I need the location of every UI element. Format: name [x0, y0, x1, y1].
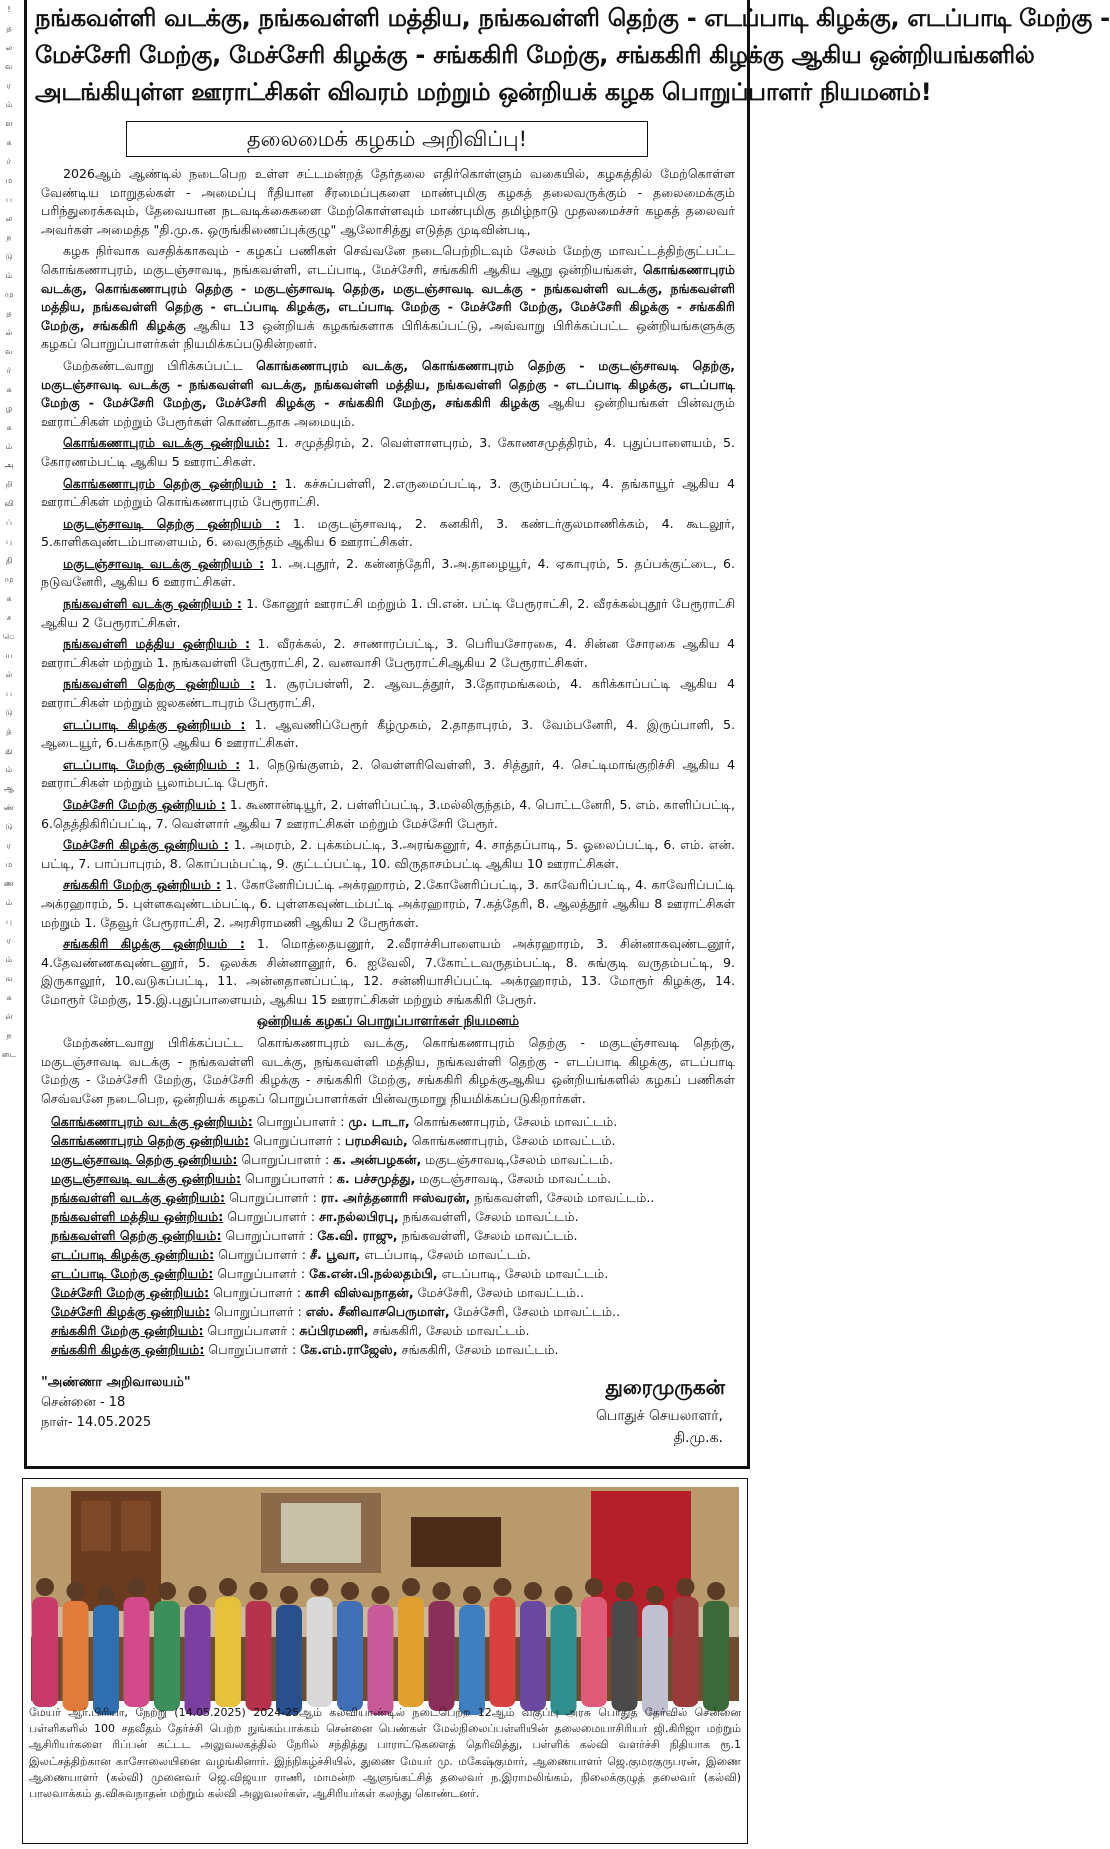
appointment-label: பொறுப்பாளர் :: [213, 1265, 310, 1281]
appointment-label: பொறுப்பாளர் :: [223, 1208, 320, 1224]
person-body: [368, 1605, 394, 1715]
strip-char: ஆ: [3, 784, 15, 793]
news-photo-box: [22, 1478, 748, 1844]
appointee-place: மேச்சேரி, சேலம் மாவட்டம்..: [413, 1284, 585, 1300]
union-name: கொங்கணாபுரம் தெற்கு ஒன்றியம் :: [63, 475, 277, 491]
person-head: [250, 1582, 268, 1600]
strip-char: ந: [6, 233, 12, 242]
person-body: [93, 1605, 119, 1715]
division-paragraph: [41, 242, 735, 354]
union-entry: [41, 515, 735, 552]
person-body: [703, 1601, 729, 1711]
division-text-end: ஆகிய 13 ஒன்றியக் கழகங்களாக பிரிக்கப்பட்டு, அவ்வாறு பிரிக்கப்பட்ட ஒன்றியங்களுக்கு கழகப் பொறுப்பாளர்கள் நியமிக்கப்படுகின்றனர்.: [41, 317, 735, 352]
appointment-label: பொறுப்பாளர் :: [203, 1322, 300, 1338]
composition-text: மேற்கண்டவாறு பிரிக்கப்பட்ட: [63, 357, 243, 373]
appointment-union: நங்கவள்ளி மத்திய ஒன்றியம்:: [51, 1208, 224, 1224]
strip-char: து: [5, 746, 13, 755]
union-entry: [41, 595, 735, 632]
appointment-union: கொங்கணாபுரம் தெற்கு ஒன்றியம்:: [51, 1132, 250, 1148]
person-head: [585, 1578, 603, 1596]
strip-char: மு: [4, 290, 14, 299]
strip-char: ள்: [5, 1012, 13, 1021]
person-body: [581, 1597, 607, 1707]
strip-char: ல்: [5, 670, 13, 679]
photo-caption: மேயர் ஆர்.பிரியா, நேற்று (14.05.2025) 2024-25ஆம் கல்வியாண்டில் நடைபெற்ற 12ஆம் வகுப்பு அரசு பொதுத் தேர்வில் சென்னை பள்ளிகளில் 100 சதவீதம் தேர்ச்சி பெற்ற நுங்கம்பாக்கம் சென்னை பெண்கள் மேல்நிலைப்பள்ளியின் தலைமையாசிரியர் ஜி.கிரிஜா மற்றும் ஆசிரியர்களை ரிப்பன் கட்டட அலுவலகத்தில் நேரில் சந்தித்து பாராட்டுகளைத் தெரிவித்து, பள்ளிக் கல்வி வளர்ச்சி நிதியாக ரூ.1 இலட்சத்திற்கான காசோலையினை வழங்கினார். இந்நிகழ்ச்சியில், துணை மேயர் மு. மகேஷ்குமார், ஆணையாளர் ஜெ.குமரகுருபரன், இணை ஆணையாளர் (கல்வி) முனைவர் ஜெ.விஜயா ராணி, மாமன்ற ஆளுங்கட்சித் தலைவர் ந.இராமலிங்கம், நிலைக்குழுத் தலைவர் (கல்வி) பாலவாக்கம் த.விசுவநாதன் மற்றும் கல்வி அலுவலர்கள், ஆசிரியர்கள் கலந்து கொண்டனர்.: [29, 1706, 741, 1801]
appointee-name: சுப்பிரமணி,: [299, 1322, 369, 1338]
appointment-label: பொறுப்பாளர் :: [210, 1303, 306, 1319]
strip-char: ர்: [6, 366, 12, 375]
address-block: [41, 1373, 191, 1433]
strip-char: ல: [5, 214, 13, 223]
strip-char: மு: [4, 575, 14, 584]
appointment-union: சங்ககிரி கிழக்கு ஒன்றியம்:: [51, 1341, 205, 1357]
strip-char: ம: [5, 176, 13, 185]
appointment-label: பொறுப்பாளர் :: [225, 1189, 321, 1205]
strip-char: ப: [6, 195, 12, 204]
issue-date: நாள்- 14.05.2025: [41, 1414, 152, 1430]
union-entry: [41, 836, 735, 873]
appointee-place: எடப்பாடி, சேலம் மாவட்டம்.: [360, 1246, 531, 1262]
union-name: மேச்சேரி கிழக்கு ஒன்றியம் :: [63, 837, 229, 853]
person-head: [280, 1586, 298, 1604]
headline: [27, 0, 1110, 111]
union-villages: 1. வீரக்கல், 2. சாணாரப்பட்டி, 3. பெரியசோரகை, 4. சின்ன சோரகை ஆகிய 4 ஊராட்சிகள் மற்றும் 1. நங்கவள்ளி பேரூராட்சி, 2. வனவாசி பேரூராட்சிஆகிய 2 பேரூராட்சிகள்.: [41, 636, 735, 670]
appointment-row: [51, 1112, 735, 1131]
union-name: எடப்பாடி மேற்கு ஒன்றியம் :: [63, 756, 241, 772]
appointee-name: கே.என்.பி.நல்லதம்பி,: [309, 1265, 438, 1281]
person-head: [311, 1578, 329, 1596]
union-entry: [41, 756, 735, 793]
headline-line: அடங்கியுள்ள ஊராட்சிகள் விவரம் மற்றும் ஒன்றியக் கழக பொறுப்பாளர் நியமனம்!: [35, 78, 932, 106]
appointment-label: பொறுப்பாளர் :: [249, 1132, 345, 1148]
appointee-name: கே.எம்.ராஜேஸ்,: [300, 1341, 398, 1357]
person-body: [429, 1601, 455, 1711]
person-body: [215, 1597, 241, 1707]
appointee-place: எடப்பாடி, சேலம் மாவட்டம்.: [437, 1265, 609, 1281]
person-head: [707, 1582, 725, 1600]
signature-block: [27, 1369, 747, 1481]
strip-char: வி: [4, 499, 14, 508]
strip-char: டை: [2, 1050, 16, 1059]
strip-char: க: [6, 385, 12, 394]
strip-char: ம்: [5, 442, 13, 451]
union-name: நங்கவள்ளி தெற்கு ஒன்றியம் :: [63, 676, 256, 692]
strip-char: ெ: [2, 632, 16, 641]
person-head: [463, 1586, 481, 1604]
strip-char: க: [6, 993, 12, 1002]
strip-char: ர: [6, 936, 12, 945]
appointee-name: ரா. அர்த்தனாரி ஈஸ்வரன்,: [320, 1189, 471, 1205]
person-head: [36, 1578, 54, 1596]
union-entry: [41, 635, 735, 672]
office-city: சென்னை - 18: [41, 1394, 126, 1410]
appointment-union: மகுடஞ்சாவடி வடக்கு ஒன்றியம்:: [51, 1170, 242, 1186]
appointment-label: பொறுப்பாளர் :: [237, 1151, 334, 1167]
strip-char: ம்: [5, 271, 13, 280]
group-photo-illustration: [31, 1487, 739, 1701]
appointment-row: [51, 1169, 735, 1188]
appointment-union: எடப்பாடி கிழக்கு ஒன்றியம்:: [51, 1246, 215, 1262]
person-body: [490, 1597, 516, 1707]
strip-char: ழ: [5, 404, 13, 413]
person-body: [246, 1601, 272, 1711]
union-villages: 1. மொத்தையனூர், 2.வீராச்சிபாளையம் அக்ரஹாரம், 3. சின்னாகவுண்டனூர், 4.தேவண்ணகவுண்டனூர், 5. ஒலக்க சின்னானூர், 6. ஐவேலி, 7.கோட்டவருதம்பட்டி, 8. சுங்குடி வருதம்பட்டி, 9. இருகாலூர், 10.வடுகப்பட்டி, 11. அன்னதானப்பட்டி, 12. சன்னியாசிப்பட்டி அக்ரஹாரம், 13. மோரூர் கிழக்கு, 14. மோரூர் மேற்கு, 15.இ.புதுப்பாளையம், ஆகிய 15 ஊராட்சிகள் மற்றும் சங்ககிரி பேரூர்.: [41, 936, 735, 1007]
appointee-name: காசி விஸ்வநாதன்,: [304, 1284, 414, 1300]
strip-char: ண: [3, 879, 15, 888]
person-head: [219, 1578, 237, 1596]
union-entry: [41, 555, 735, 592]
strip-char: க: [6, 423, 12, 432]
division-units: கொங்கணாபுரம் வடக்கு, கொங்கணாபுரம் தெற்கு - மகுடஞ்சாவடி தெற்கு, மகுடஞ்சாவடி வடக்கு - நங்கவள்ளி வடக்கு, நங்கவள்ளி மத்திய, நங்கவள்ளி தெற்கு - எடப்பாடி கிழக்கு, எடப்பாடி மேற்கு - மேச்சேரி மேற்கு, மேச்சேரி கிழக்கு - சங்ககிரி மேற்கு, சங்ககிரி கிழக்கு: [41, 261, 735, 333]
strip-char: டு: [5, 252, 13, 261]
strip-char: வ: [5, 347, 13, 356]
person-body: [32, 1597, 58, 1707]
appointment-label: பொறுப்பாளர் :: [204, 1341, 301, 1357]
person-body: [337, 1601, 363, 1711]
strip-char: ண்: [3, 803, 15, 812]
appointment-union: மேச்சேரி மேற்கு ஒன்றியம்:: [51, 1284, 210, 1300]
appointee-name: க. அன்பழகன்,: [333, 1151, 422, 1167]
appointee-place: மேச்சேரி, சேலம் மாவட்டம்..: [449, 1303, 621, 1319]
appointment-union: சங்ககிரி மேற்கு ஒன்றியம்:: [51, 1322, 204, 1338]
strip-char: ம்: [5, 955, 13, 964]
appointee-name: கே.வி. ராஜு,: [317, 1227, 398, 1243]
appointee-name: மு. டாடா,: [348, 1113, 410, 1129]
union-entry: [41, 716, 735, 753]
union-entry: [41, 796, 735, 833]
union-name: நங்கவள்ளி வடக்கு ஒன்றியம் :: [63, 596, 242, 612]
appointment-label: பொறுப்பாளர் :: [241, 1170, 337, 1186]
strip-char: டு: [5, 708, 13, 717]
appointee-place: நங்கவள்ளி, சேலம் மாவட்டம்.: [397, 1227, 578, 1243]
person-head: [646, 1586, 664, 1604]
appointment-row: [51, 1264, 735, 1283]
strip-char: டு: [5, 822, 13, 831]
person-body: [63, 1601, 89, 1711]
strip-char: த: [6, 24, 12, 33]
strip-char: ந: [6, 1031, 12, 1040]
person-body: [459, 1605, 485, 1715]
union-name: மகுடஞ்சாவடி வடக்கு ஒன்றியம் :: [63, 555, 265, 571]
person-body: [673, 1597, 699, 1707]
strip-char: தி: [5, 556, 13, 565]
appointment-heading: ஒன்றியக் கழகப் பொறுப்பாளர்கள் நியமனம்: [256, 1013, 520, 1029]
person-head: [158, 1582, 176, 1600]
union-villages: 1. சமுத்திரம், 2. வெள்ளாளபுரம், 3. கோணசமுத்திரம், 4. புதுப்பாளையம், 5. கோரணம்பட்டி ஆகிய 5 ஊராட்சிகள்.: [41, 435, 735, 469]
union-name: சங்ககிரி கிழக்கு ஒன்றியம் :: [63, 936, 245, 952]
union-villages: 1. ஆவணிப்பேரூர் கீழ்முகம், 2.தாதாபுரம், 3. வேம்பனேரி, 4. இருப்பாளி, 5. ஆடையூர், 6.பக்கநாடு ஆகிய 6 ஊராட்சிகள்.: [41, 716, 735, 751]
person-body: [642, 1605, 668, 1715]
notice-title: தலைமைக் கழகம் அறிவிப்பு!: [126, 121, 648, 157]
group-photo: [31, 1487, 739, 1701]
strip-char: ல: [5, 43, 13, 52]
person-body: [154, 1601, 180, 1711]
composition-paragraph: [41, 357, 735, 431]
appointment-union: நங்கவள்ளி வடக்கு ஒன்றியம்:: [51, 1189, 226, 1205]
union-villages: 1. கோனூர் ஊராட்சி மற்றும் 1. பி.என். பட்டி பேரூராட்சி, 2. வீரக்கல்புதூர் பேரூராட்சி ஆகிய 2 பேரூராட்சிகள்.: [41, 596, 735, 630]
union-name: எடப்பாடி கிழக்கு ஒன்றியம் :: [63, 716, 246, 732]
strip-char: ம்: [5, 898, 13, 907]
person-body: [124, 1597, 150, 1707]
union-entry: [41, 475, 735, 512]
appointee-place: கொங்கணாபுரம், சேலம் மாவட்டம்.: [409, 1113, 618, 1129]
person-head: [677, 1578, 695, 1596]
person-body: [520, 1601, 546, 1711]
division-text: கழக நிர்வாக வசதிக்காகவும் - கழகப் பணிகள் செவ்வனே நடைபெற்றிடவும் சேலம் மேற்கு மாவட்டத்திற்குட்பட்ட கொங்கணாபுரம், மகுடஞ்சாவடி, நங்கவள்ளி, எடப்பாடி, மேச்சேரி, சங்ககிரி ஆகிய ஆறு ஒன்றியங்கள்,: [41, 243, 735, 277]
unit-list: [41, 434, 735, 1009]
strip-char: வ: [5, 62, 13, 71]
appointment-union: கொங்கணாபுரம் வடக்கு ஒன்றியம்:: [51, 1113, 253, 1129]
appointee-name: சீ. பூவா,: [309, 1246, 361, 1262]
union-villages: 1. கச்சுப்பள்ளி, 2.எருமைப்பட்டி, 3. குரும்பப்பட்டி, 4. தங்காயூர் ஆகிய 4 ஊராட்சிகள் மற்றும் கொங்கணாபுரம் பேரூராட்சி.: [41, 475, 735, 510]
appointment-row: [51, 1150, 735, 1169]
announcement-body: [27, 165, 747, 1359]
strip-char: ங: [5, 974, 13, 983]
strip-char: ம்: [5, 765, 13, 774]
composition-text-end: ஆகிய ஒன்றியங்கள் பின்வரும் ஊராட்சிகள் மற்றும் பேரூர்கள் கொண்டதாக அமையும்.: [41, 395, 735, 429]
appointee-name: பரமசிவம்,: [345, 1132, 408, 1148]
appointment-union: நங்கவள்ளி தெற்கு ஒன்றியம்:: [51, 1227, 222, 1243]
signatory-post: பொதுச் செயலாளர்,: [596, 1407, 723, 1424]
appointment-row: [51, 1245, 735, 1264]
strip-char: ல்: [5, 328, 13, 337]
person-body: [185, 1605, 211, 1715]
person-head: [128, 1578, 146, 1596]
person-head: [372, 1586, 390, 1604]
strip-char: த்: [6, 727, 12, 736]
appointment-row: [51, 1340, 735, 1359]
appointment-label: பொறுப்பாளர் :: [252, 1113, 349, 1129]
union-name: சங்ககிரி மேற்கு ஒன்றியம் :: [63, 877, 221, 893]
union-name: நங்கவள்ளி மத்திய ஒன்றியம் :: [63, 636, 251, 652]
strip-char: ர: [6, 841, 12, 850]
strip-char: ள: [5, 119, 13, 128]
person-head: [341, 1582, 359, 1600]
strip-char: ய: [5, 651, 13, 660]
union-name: மேச்சேரி மேற்கு ஒன்றியம் :: [63, 797, 226, 812]
appointee-name: சா.நல்லபிரபு,: [319, 1208, 399, 1224]
composition-units: கொங்கணாபுரம் வடக்கு, கொங்கணாபுரம் தெற்கு - மகுடஞ்சாவடி தெற்கு, மகுடஞ்சாவடி வடக்கு - நங்கவள்ளி வடக்கு, நங்கவள்ளி மத்திய, நங்கவள்ளி தெற்கு - எடப்பாடி கிழக்கு, எடப்பாடி மேற்கு - மேச்சேரி மேற்கு, மேச்சேரி கிழக்கு - சங்ககிரி மேற்கு, சங்ககிரி கிழக்கு: [41, 357, 735, 411]
strip-char: க: [6, 138, 12, 147]
person-body: [398, 1597, 424, 1707]
union-villages: 1. கோனேரிப்பட்டி அக்ரஹாரம், 2.கோனேரிப்பட்டி, 3. காவேரிப்பட்டி, 4. காவேரிப்பட்டி அக்ரஹாரம், 5. புள்ளகவுண்டம்பட்டி, 6. புள்ளகவுண்டம்பட்டி அக்ரஹாரம், 7.கத்தேரி, 8. ஆலத்தூர் ஆகிய 8 ஊராட்சிகள் மற்றும் 1. தேவூர் பேரூராட்சி, 2. அரசிராமணி ஆகிய 2 பேரூர்கள்.: [41, 877, 735, 930]
office-name: "அண்ணா அறிவாலயம்": [41, 1374, 191, 1390]
appointee-place: சங்ககிரி, சேலம் மாவட்டம்.: [397, 1341, 559, 1357]
union-villages: 1. நெடுங்குளம், 2. வெள்ளரிவெள்ளி, 3. சித்தூர், 4. செட்டிமாங்குறிச்சி ஆகிய 4 ஊராட்சிகள் மற்றும் பூலாம்பட்டி பேரூர்.: [41, 756, 735, 791]
strip-char: பு: [6, 917, 12, 926]
person-head: [555, 1586, 573, 1604]
appointment-label: பொறுப்பாளர் :: [221, 1227, 318, 1243]
appointment-row: [51, 1207, 735, 1226]
person-body: [551, 1605, 577, 1715]
appointee-place: சங்ககிரி, சேலம் மாவட்டம்.: [368, 1322, 530, 1338]
appointee-place: நங்கவள்ளி, சேலம் மாவட்டம்.: [398, 1208, 579, 1224]
appointee-name: க. பச்சமுத்து,: [336, 1170, 416, 1186]
union-entry: [41, 434, 735, 471]
strip-char: க: [6, 594, 12, 603]
strip-char: !: [7, 5, 11, 14]
strip-char: பு: [6, 537, 12, 546]
union-villages: 1. கூணான்டியூர், 2. பள்ளிப்பட்டி, 3.மல்லிகுந்தம், 4. பொட்டனேரி, 5. எம். காளிப்பட்டி, 6.தெத்திகிரிப்பட்டி, 7. வெள்ளார் ஆகிய 7 ஊராட்சிகள் மற்றும் மேச்சேரி பேரூர்.: [41, 797, 736, 831]
union-entry: [41, 675, 735, 712]
signatory-title: [596, 1405, 723, 1449]
appointment-union: மகுடஞ்சாவடி தெற்கு ஒன்றியம்:: [51, 1151, 238, 1167]
announcement-box: [24, 0, 1110, 1469]
headline-line: மேச்சேரி மேற்கு, மேச்சேரி கிழக்கு - சங்ககிரி மேற்கு, சங்ககிரி கிழக்கு ஆகிய ஒன்றியங்களில்: [35, 41, 1035, 69]
appointee-place: மகுடஞ்சாவடி, சேலம் மாவட்டம்.: [415, 1170, 612, 1186]
appointment-list: [41, 1112, 735, 1359]
appointee-name: எஸ். சீனிவாசபெருமாள்,: [305, 1303, 450, 1319]
union-villages: 1. அமரம், 2. புக்கம்பட்டி, 3.அரங்கனூர், 4. சாத்தப்பாடி, 5. ஓலைப்பட்டி, 6. எம். என். பட்டி, 7. பாப்பாபுரம், 8. கொப்பம்பட்டி, 9. குட்டப்பட்டி, 10. விருதாசம்பட்டி ஆகிய 10 ஊராட்சிகள்.: [41, 837, 735, 871]
union-villages: 1. அ.புதூர், 2. கன்னந்தேரி, 3.அ.தாழையூர், 4. ஏகாபுரம், 5. தப்பக்குட்டை, 6. நடுவனேரி, ஆகிய 6 ஊராட்சிகள்.: [41, 555, 736, 590]
strip-char: ர: [6, 81, 12, 90]
union-villages: 1. சூரப்பள்ளி, 2. ஆவடத்தூர், 3.தோரமங்கலம், 4. கரிக்காப்பட்டி ஆகிய 4 ஊராட்சிகள் மற்றும் ஜலகண்டாபுரம் பேரூராட்சி.: [41, 676, 735, 711]
person-head: [67, 1582, 85, 1600]
appointment-union: மேச்சேரி கிழக்கு ஒன்றியம்:: [51, 1303, 210, 1319]
signatory-name: துரைமுருகன்: [605, 1374, 725, 1399]
person-body: [612, 1601, 638, 1711]
person-head: [616, 1582, 634, 1600]
headline-line: நங்கவள்ளி வடக்கு, நங்கவள்ளி மத்திய, நங்கவள்ளி தெற்கு - எடப்பாடி கிழக்கு, எடப்பாடி மேற்கு -: [35, 4, 1110, 32]
union-entry: [41, 876, 735, 932]
person-head: [189, 1586, 207, 1604]
appointment-row: [51, 1188, 735, 1207]
strip-char: ச: [6, 613, 12, 622]
appointment-row: [51, 1321, 735, 1340]
appointee-place: கொங்கணாபுரம், சேலம் மாவட்டம்.: [407, 1132, 616, 1148]
person-head: [524, 1582, 542, 1600]
appointment-intro: மேற்கண்டவாறு பிரிக்கப்பட்ட கொங்கணாபுரம் வடக்கு, கொங்கணாபுரம் தெற்கு - மகுடஞ்சாவடி தெற்கு, மகுடஞ்சாவடி வடக்கு - நங்கவள்ளி வடக்கு, நங்கவள்ளி மத்திய, நங்கவள்ளி தெற்கு - எடப்பாடி கிழக்கு, எடப்பாடி மேற்கு - மேச்சேரி மேற்கு, மேச்சேரி கிழக்கு - சங்ககிரி மேற்கு, சங்ககிரி கிழக்குஆகிய ஒன்றியங்களில் கழகப் பணிகள் செவ்வனே நடைபெற, ஒன்றியக் கழகப் பொறுப்பாளர்கள் பின்வருமாறு நியமிக்கப்படுகிறார்கள்.: [41, 1035, 735, 1106]
adjacent-column-fragment: [0, 0, 18, 1849]
intro-paragraph: 2026ஆம் ஆண்டில் நடைபெற உள்ள சட்டமன்றத் தேர்தலை எதிர்கொள்ளும் வகையில், கழகத்தில் மேற்கொள்ள வேண்டிய மாறுதல்கள் - அமைப்பு ரீதியான சீரமைப்புகளை மாண்புமிகு கழகத் தலைவருக்கும் - தலைமைக்கும் பரிந்துரைக்கவும், தேவையான நடவடிக்கைகளை மேற்கொள்ளவும் மாண்புமிகு தமிழ்நாடு முதலமைச்சர் கழகத் தலைவர் அவர்கள் அமைத்த "தி.மு.க. ஒருங்கிணைப்புக்குழு" ஆலோசித்து எடுத்த முடிவின்படி,: [41, 166, 735, 237]
strip-char: த: [6, 309, 12, 318]
union-villages: 1. மகுடஞ்சாவடி, 2. கனகிரி, 3. கண்டர்குலமாணிக்கம், 4. கூடலூர், 5.காளிகவுண்டம்பாளையம், 6. வைகுந்தம் ஆகிய 6 ஊராட்சிகள்.: [41, 515, 735, 550]
union-name: கொங்கணாபுரம் வடக்கு ஒன்றியம்:: [63, 435, 270, 451]
person-body: [276, 1605, 302, 1715]
strip-char: ர்: [6, 157, 12, 166]
union-name: மகுடஞ்சாவடி தெற்கு ஒன்றியம் :: [63, 515, 281, 531]
person-head: [402, 1578, 420, 1596]
strip-char: ம: [5, 860, 13, 869]
strip-char: ம்: [5, 100, 13, 109]
strip-char: அ: [4, 461, 14, 470]
appointee-place: நங்கவள்ளி, சேலம் மாவட்டம்..: [470, 1189, 655, 1205]
appointment-row: [51, 1283, 735, 1302]
strip-char: ப: [6, 689, 12, 698]
appointment-row: [51, 1226, 735, 1245]
person-head: [433, 1582, 451, 1600]
appointment-label: பொறுப்பாளர் :: [209, 1284, 305, 1300]
strip-char: ப்: [6, 518, 12, 527]
appointment-label: பொறுப்பாளர் :: [214, 1246, 310, 1262]
appointment-row: [51, 1131, 735, 1150]
strip-char: றி: [5, 480, 13, 489]
person-body: [307, 1597, 333, 1707]
person-head: [494, 1578, 512, 1596]
party-name: தி.மு.க.: [673, 1429, 723, 1446]
appointment-row: [51, 1302, 735, 1321]
appointee-place: மகுடஞ்சாவடி,சேலம் மாவட்டம்.: [421, 1151, 614, 1167]
appointment-union: எடப்பாடி மேற்கு ஒன்றியம்:: [51, 1265, 214, 1281]
union-entry: [41, 935, 735, 1009]
person-head: [97, 1586, 115, 1604]
